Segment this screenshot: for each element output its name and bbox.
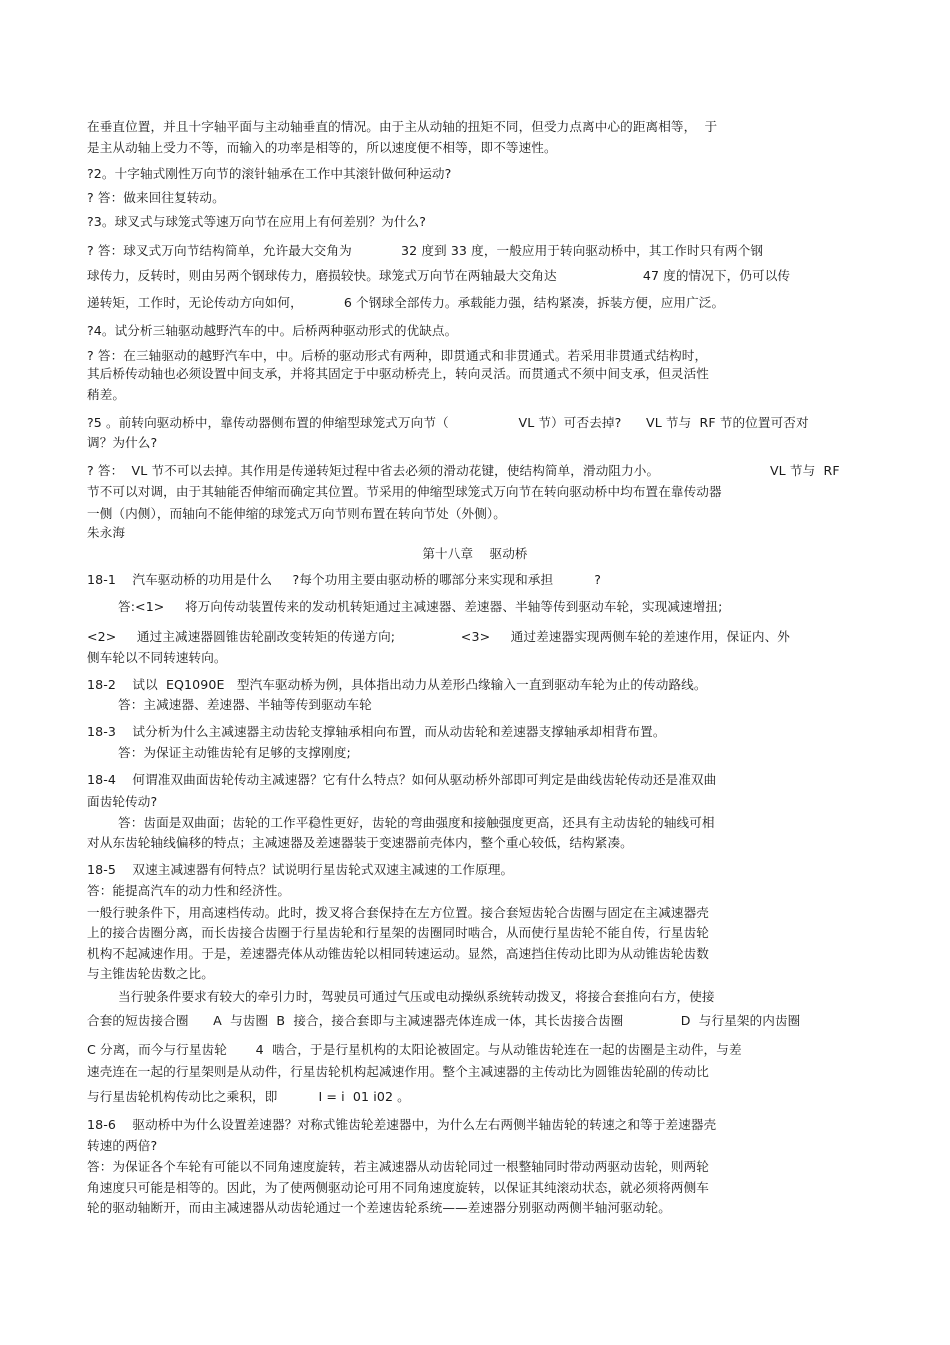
question-line: 18-6 驱动桥中为什么设置差速器？对称式锥齿轮差速器中，为什么左右两侧半轴齿轮的转速之和等于差速器壳 bbox=[87, 1117, 717, 1132]
question-line: 18-3 试分析为什么主减速器主动齿轮支撑轴承相向布置，而从动齿轮和差速器支撑轴承却相背布置。 bbox=[87, 724, 666, 739]
question-line: 18-4 何谓准双曲面齿轮传动主减速器？它有什么特点？如何从驱动桥外部即可判定是曲线齿轮传动还是准双曲 bbox=[87, 772, 717, 787]
question-line: ?2。十字轴式刚性万向节的滚针轴承在工作中其滚针做何种运动? bbox=[87, 166, 452, 181]
answer-line: 上的接合齿圈分离，而长齿接合齿圈于行星齿轮和行星架的齿圈同时啮合，从而使行星齿轮不能自传，行星齿轮 bbox=[87, 925, 709, 940]
answer-line: ? 答：球叉式万向节结构简单，允许最大交角为 32 度到 33 度，一般应用于转向驱动桥中，其工作时只有两个钢 bbox=[87, 243, 764, 258]
text-line: 在垂直位置，并且十字轴平面与主动轴垂直的情况。由于主从动轴的扭矩不同，但受力点离中心的距离相等， 于 bbox=[87, 119, 718, 134]
answer-line: ? 答： VL 节不可以去掉。其作用是传递转矩过程中省去必须的滑动花键，使结构简单，滑动阻力小。 VL 节与 RF bbox=[87, 463, 840, 478]
question-line: 转速的两倍? bbox=[87, 1138, 158, 1153]
answer-line: 节不可以对调，由于其轴能否伸缩而确定其位置。节采用的伸缩型球笼式万向节在转向驱动桥中均布置在靠传动器 bbox=[87, 484, 722, 499]
question-line: 面齿轮传动? bbox=[87, 794, 158, 809]
question-line: ?3。球叉式与球笼式等速万向节在应用上有何差别？为什么? bbox=[87, 214, 427, 229]
answer-line: <2> 通过主减速器圆锥齿轮副改变转矩的传递方向; <3> 通过差速器实现两侧车轮的差速作用，保证内、外 bbox=[87, 629, 790, 644]
answer-line: 稍差。 bbox=[87, 387, 126, 402]
answer-line: 角速度只可能是相等的。因此，为了使两侧驱动论可用不同角速度旋转，以保证其纯滚动状态，就必须将两侧车 bbox=[87, 1180, 709, 1195]
answer-line: 答：齿面是双曲面；齿轮的工作平稳性更好，齿轮的弯曲强度和接触强度更高，还具有主动齿轮的轴线可相 bbox=[118, 815, 715, 830]
answer-line: 答:<1> 将万向传动装置传来的发动机转矩通过主减速器、差速器、半轴等传到驱动车轮，实现减速增扭; bbox=[118, 599, 723, 614]
question-line: 18-5 双速主减速器有何特点？试说明行星齿轮式双速主减速的工作原理。 bbox=[87, 862, 514, 877]
answer-line: 对从东齿轮轴线偏移的特点；主减速器及差速器装于变速器前壳体内，整个重心较低，结构紧凑。 bbox=[87, 835, 633, 850]
answer-line: 一般行驶条件下，用高速档传动。此时，拨叉将合套保持在左方位置。接合套短齿轮合齿圈与固定在主减速器壳 bbox=[87, 905, 709, 920]
question-line: 18-2 试以 EQ1090E 型汽车驱动桥为例，具体指出动力从差形凸缘输入一直到驱动车轮为止的传动路线。 bbox=[87, 677, 707, 692]
chapter-title: 第十八章 驱动桥 bbox=[422, 546, 528, 561]
author-name: 朱永海 bbox=[87, 525, 126, 540]
answer-line: 一侧（内侧），而轴向不能伸缩的球笼式万向节则布置在转向节处（外侧）。 bbox=[87, 506, 506, 521]
answer-line: 答：为保证主动锥齿轮有足够的支撑刚度; bbox=[118, 745, 351, 760]
answer-line: 机构不起减速作用。于是，差速器壳体从动锥齿轮以相同转速运动。显然，高速挡住传动比即为从动锥齿轮齿数 bbox=[87, 946, 709, 961]
answer-line: ? 答：在三轴驱动的越野汽车中，中。后桥的驱动形式有两种，即贯通式和非贯通式。若采用非贯通式结构时， bbox=[87, 348, 708, 363]
answer-line: C 分离，而今与行星齿轮 4 啮合，于是行星机构的太阳论被固定。与从动锥齿轮连在一起的齿圈是主动件，与差 bbox=[87, 1042, 742, 1057]
answer-line: 球传力，反转时，则由另两个钢球传力，磨损较快。球笼式万向节在两轴最大交角达 47 度的情况下，仍可以传 bbox=[87, 268, 791, 283]
answer-line: 速壳连在一起的行星架则是从动件，行星齿轮机构起减速作用。整个主减速器的主传动比为圆锥齿轮副的传动比 bbox=[87, 1064, 709, 1079]
answer-line: 侧车轮以不同转速转向。 bbox=[87, 650, 227, 665]
answer-line: 当行驶条件要求有较大的牵引力时，驾驶员可通过气压或电动操纵系统转动拨叉，将接合套推向右方，使接 bbox=[118, 989, 715, 1004]
formula-line: 与行星齿轮机构传动比之乘积，即 I = i 01 i02 。 bbox=[87, 1089, 410, 1104]
answer-line: 其后桥传动轴也必须设置中间支承，并将其固定于中驱动桥壳上，转向灵活。而贯通式不须中间支承，但灵活性 bbox=[87, 366, 709, 381]
question-line: 调？为什么? bbox=[87, 435, 158, 450]
answer-line: 答：能提高汽车的动力性和经济性。 bbox=[87, 883, 291, 898]
answer-line: 答：主减速器、差速器、半轴等传到驱动车轮 bbox=[118, 697, 372, 712]
question-line: ?4。试分析三轴驱动越野汽车的中。后桥两种驱动形式的优缺点。 bbox=[87, 323, 458, 338]
answer-line: 递转矩，工作时，无论传动方向如何， 6 个钢球全部传力。承载能力强，结构紧凑，拆装方便，应用广泛。 bbox=[87, 295, 725, 310]
question-line: 18-1 汽车驱动桥的功用是什么 ?每个功用主要由驱动桥的哪部分来实现和承担 ? bbox=[87, 572, 602, 587]
question-line: ?5 。前转向驱动桥中，靠传动器侧布置的伸缩型球笼式万向节（ VL 节）可否去掉? VL 节与 RF 节的位置可否对 bbox=[87, 415, 809, 430]
answer-line: 轮的驱动轴断开，而由主减速器从动齿轮通过一个差速齿轮系统——差速器分别驱动两侧半轴河驱动轮。 bbox=[87, 1200, 671, 1215]
answer-line: 与主锥齿轮齿数之比。 bbox=[87, 966, 214, 981]
answer-line: 答：为保证各个车轮有可能以不同角速度旋转，若主减速器从动齿轮同过一根整轴同时带动两驱动齿轮，则两轮 bbox=[87, 1159, 709, 1174]
answer-line: ? 答：做来回往复转动。 bbox=[87, 190, 225, 205]
answer-line: 合套的短齿接合圈 A 与齿圈 B 接合，接合套即与主减速器壳体连成一体，其长齿接合齿圈 D 与行星架的内齿圈 bbox=[87, 1013, 801, 1028]
text-line: 是主从动轴上受力不等，而输入的功率是相等的，所以速度便不相等，即不等速性。 bbox=[87, 140, 557, 155]
